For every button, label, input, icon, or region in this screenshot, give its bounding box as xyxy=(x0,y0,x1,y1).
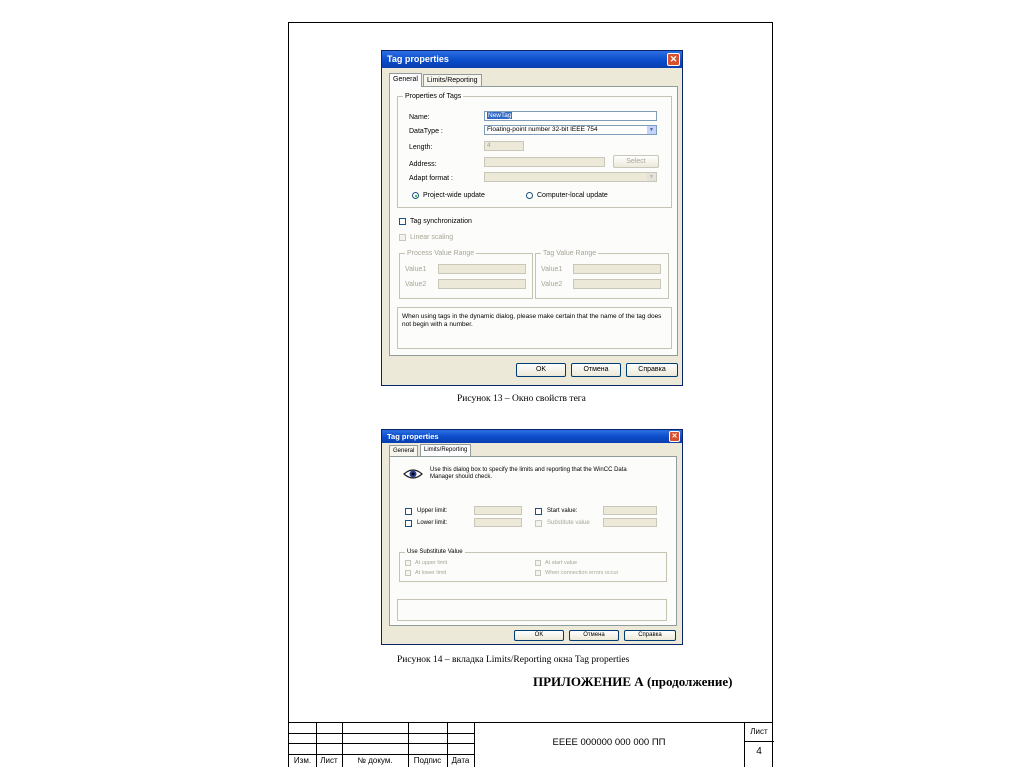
start-value-checkbox[interactable] xyxy=(535,508,542,515)
datatype-label: DataType : xyxy=(409,128,443,135)
substitute-value-checkbox[interactable] xyxy=(535,520,542,527)
lower-limit-input[interactable] xyxy=(474,518,522,527)
group-title: Properties of Tags xyxy=(405,93,462,100)
cancel-button[interactable]: Отмена xyxy=(571,363,621,377)
at-start-value-label: At start value xyxy=(545,560,578,566)
chevron-down-icon[interactable]: ▼ xyxy=(647,173,656,181)
doc-no-label: № докум. xyxy=(357,756,393,765)
divider xyxy=(289,743,474,744)
sign-label: Подпис xyxy=(413,756,442,765)
izm-label: Изм. xyxy=(293,756,312,765)
adapt-format-label: Adapt format : xyxy=(409,175,453,182)
at-upper-limit-checkbox[interactable] xyxy=(405,560,411,566)
eye-icon xyxy=(403,468,423,480)
linear-scaling-checkbox[interactable] xyxy=(399,234,406,241)
process-value2-label: Value2 xyxy=(405,281,427,288)
length-value: 4 xyxy=(487,142,491,149)
sheet-number: 4 xyxy=(756,746,762,757)
help-button[interactable]: Справка xyxy=(626,363,678,377)
tag-value2-input[interactable] xyxy=(573,279,661,289)
process-value2-input[interactable] xyxy=(438,279,526,289)
tab-general[interactable]: General xyxy=(389,445,418,456)
lower-limit-label: Lower limit: xyxy=(417,520,448,526)
computer-local-label: Computer-local update xyxy=(537,192,608,199)
computer-local-radio[interactable] xyxy=(526,192,533,199)
start-value-label: Start value: xyxy=(547,508,578,514)
dialog-title: Tag properties xyxy=(382,51,682,68)
at-lower-limit-checkbox[interactable] xyxy=(405,570,411,576)
list-label: Лист xyxy=(320,756,338,765)
at-start-value-checkbox[interactable] xyxy=(535,560,541,566)
intro-text: Use this dialog box to specify the limits and reporting that the WinCC Data Manager should check. xyxy=(430,467,627,480)
tab-panel xyxy=(389,456,677,626)
project-wide-radio[interactable] xyxy=(412,192,419,199)
figure-14-caption: Рисунок 14 – вкладка Limits/Reporting окна Tag properties xyxy=(397,655,630,665)
name-label: Name: xyxy=(409,114,430,121)
divider xyxy=(289,733,474,734)
select-button[interactable]: Select xyxy=(613,155,659,168)
process-range-title: Process Value Range xyxy=(407,250,475,257)
use-substitute-title: Use Substitute Value xyxy=(407,549,463,555)
title-block xyxy=(288,722,773,767)
substitute-value-input[interactable] xyxy=(603,518,657,527)
help-button[interactable]: Справка xyxy=(624,630,676,641)
dialog-title: Tag properties xyxy=(382,430,682,443)
start-value-input[interactable] xyxy=(603,506,657,515)
tab-panel xyxy=(389,86,678,356)
upper-limit-checkbox[interactable] xyxy=(405,508,412,515)
adapt-format-select[interactable] xyxy=(484,172,657,182)
tag-properties-dialog-limits xyxy=(381,429,683,645)
datatype-select[interactable] xyxy=(484,125,657,135)
process-range-group xyxy=(399,250,533,299)
length-label: Length: xyxy=(409,144,433,151)
note-text: When using tags in the dynamic dialog, please make certain that the name of the tag does not begin with a number. xyxy=(402,313,662,328)
upper-limit-input[interactable] xyxy=(474,506,522,515)
tag-sync-checkbox[interactable] xyxy=(399,218,406,225)
project-wide-label: Project-wide update xyxy=(423,192,485,199)
at-upper-limit-label: At upper limit xyxy=(415,560,448,566)
linear-scaling-label: Linear scaling xyxy=(410,234,454,241)
tag-range-group xyxy=(535,250,669,299)
address-input[interactable] xyxy=(484,157,605,167)
chevron-down-icon[interactable]: ▼ xyxy=(647,126,656,134)
divider xyxy=(289,754,474,755)
ok-button[interactable]: OK xyxy=(516,363,566,377)
tag-value1-label: Value1 xyxy=(541,266,563,273)
connection-errors-checkbox[interactable] xyxy=(535,570,541,576)
name-input[interactable] xyxy=(484,111,657,121)
process-value1-label: Value1 xyxy=(405,266,427,273)
cancel-button[interactable]: Отмена xyxy=(569,630,619,641)
substitute-value-label: Substitute value xyxy=(547,520,590,526)
tag-value1-input[interactable] xyxy=(573,264,661,274)
info-box xyxy=(397,599,667,621)
tag-properties-dialog-general xyxy=(381,50,683,386)
date-label: Дата xyxy=(451,756,470,765)
appendix-title: ПРИЛОЖЕНИЕ А (продолжение) xyxy=(533,674,733,689)
close-icon[interactable]: ✕ xyxy=(667,53,680,66)
name-value: NewTag xyxy=(488,112,512,119)
sheet-label: Лист xyxy=(750,727,768,736)
figure-13-caption: Рисунок 13 – Окно свойств тега xyxy=(457,394,586,404)
close-icon[interactable]: ✕ xyxy=(669,431,680,442)
tab-limits-reporting[interactable]: Limits/Reporting xyxy=(420,444,471,456)
at-lower-limit-label: At lower limit xyxy=(415,570,447,576)
length-input[interactable] xyxy=(484,141,524,151)
tag-range-title: Tag Value Range xyxy=(543,250,597,257)
tag-sync-label: Tag synchronization xyxy=(410,218,472,225)
divider xyxy=(744,741,774,742)
datatype-value: Floating-point number 32-bit IEEE 754 xyxy=(487,126,598,133)
address-label: Address: xyxy=(409,161,437,168)
tab-general[interactable]: General xyxy=(389,73,422,87)
connection-errors-label: When connection errors occur xyxy=(545,570,619,576)
document-code: ЕЕЕЕ 000000 000 000 ПП xyxy=(552,737,666,748)
tab-limits-reporting[interactable]: Limits/Reporting xyxy=(423,74,482,87)
tag-value2-label: Value2 xyxy=(541,281,563,288)
lower-limit-checkbox[interactable] xyxy=(405,520,412,527)
process-value1-input[interactable] xyxy=(438,264,526,274)
ok-button[interactable]: OK xyxy=(514,630,564,641)
upper-limit-label: Upper limit: xyxy=(417,508,448,514)
